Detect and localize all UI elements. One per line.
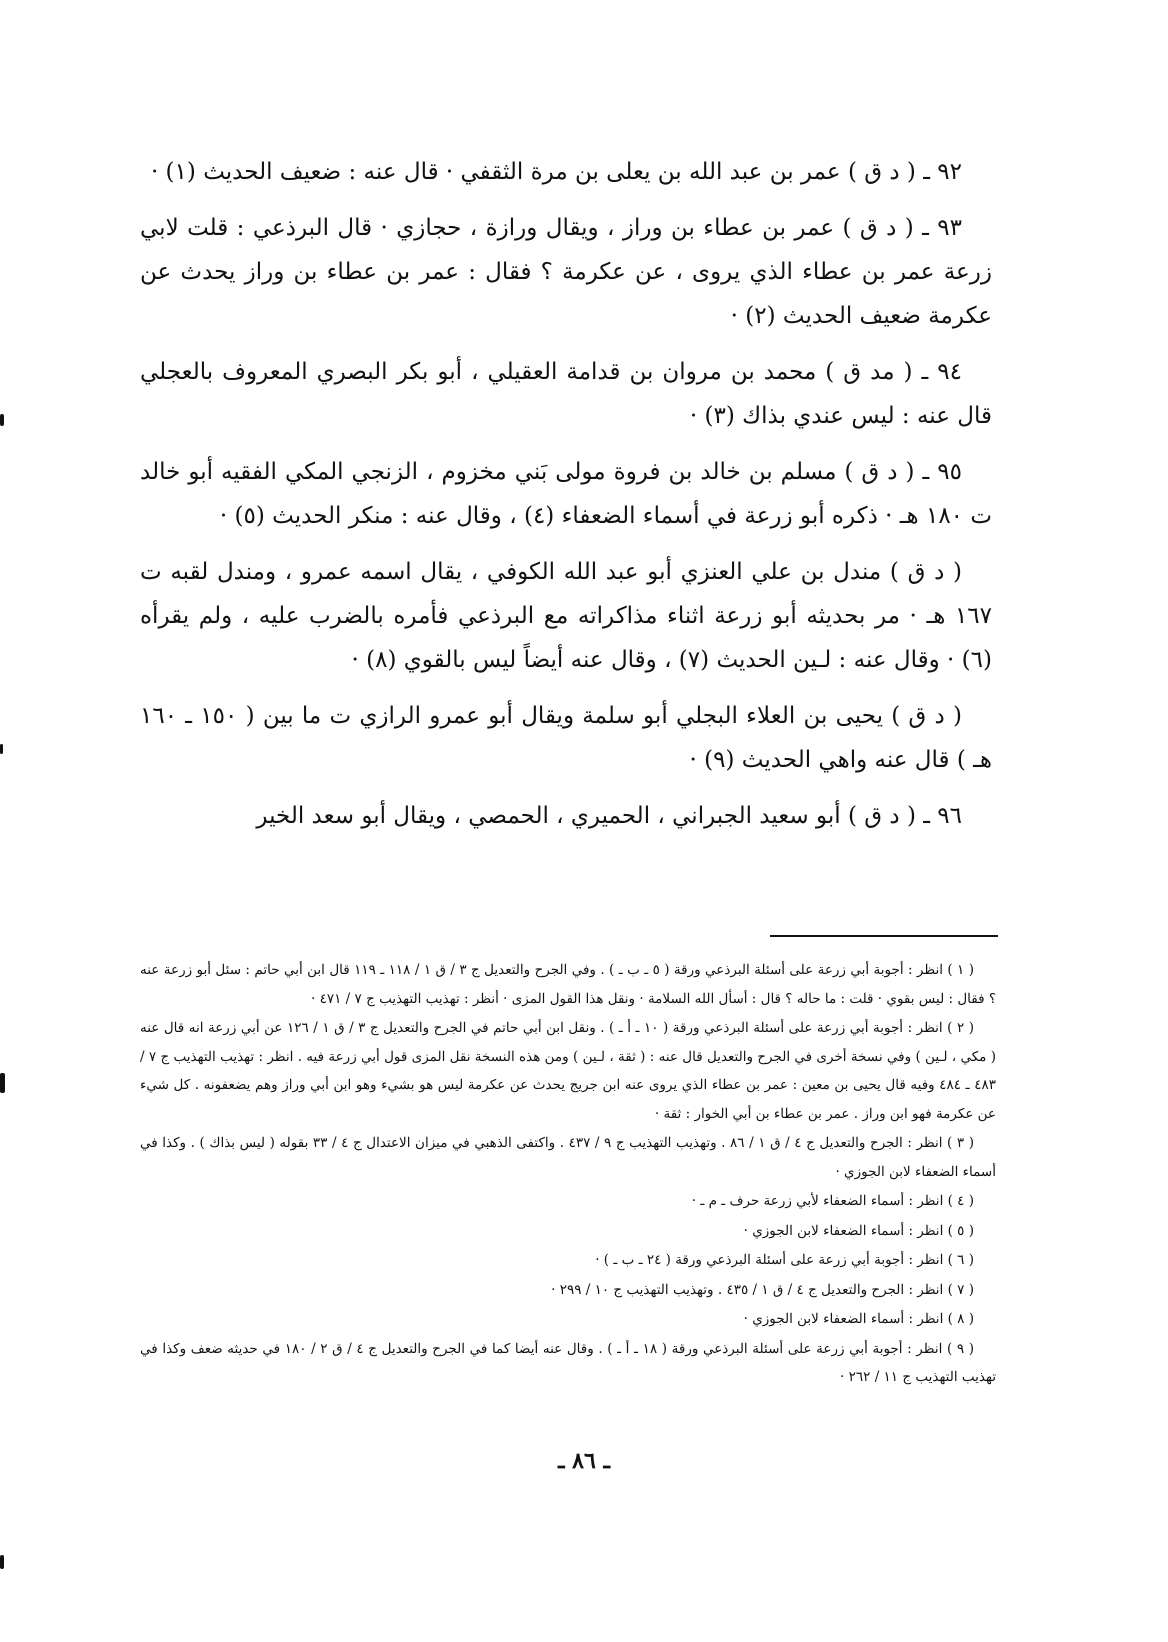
footnote-6: ( ٦ ) انظر : أجوبة أبي زرعة على أسئلة البرذعي ورقة ( ٢٤ ـ ب ـ ) ·	[595, 1252, 974, 1268]
entry-94: ٩٤ ـ ( مد ق ) محمد بن مروان بن قدامة العقيلي ، أبو بكر البصري المعروف بالعجلي قال عنه : ليس عندي بذاك (٣) ·	[140, 359, 992, 429]
footnote-9: ( ٩ ) انظر : أجوبة أبي زرعة على أسئلة البرذعي ورقة ( ١٨ ـ أ ـ ) . وقال عنه أيضا كما في الجرح والتعديل ج ٤ / ق ٢ / ١٨٠ في حديثه ضعف وكذا في تهذيب التهذيب ج ١١ / ٢٦٢ ·	[140, 1340, 996, 1385]
footnote-5: ( ٥ ) انظر : أسماء الضعفاء لابن الجوزي ·	[743, 1222, 974, 1239]
scan-edge-mark	[0, 744, 3, 754]
entry-mandal: ( د ق ) مندل بن علي العنزي أبو عبد الله الكوفي ، يقال اسمه عمرو ، ومندل لقبه ت ١٦٧ هـ · مر بحديثه أبو زرعة اثناء مذاكراته مع البرذعي فأمره بالضرب عليه ، ولم يقرأه (٦) · وقال عنه : لـين الحديث (٧) ، وقال عنه أيضاً ليس بالقوي (٨) ·	[140, 559, 992, 673]
scan-edge-mark	[0, 1073, 5, 1093]
footnote-3: ( ٣ ) انظر : الجرح والتعديل ج ٤ / ق ١ / ٨٦ . وتهذيب التهذيب ج ٩ / ٤٣٧ . واكتفى الذهبي في ميزان الاعتدال ج ٤ / ٣٣ بقوله ( ليس بذاك ) . وكذا في أسماء الضعفاء لابن الجوزي ·	[140, 1135, 996, 1180]
entry-93: ٩٣ ـ ( د ق ) عمر بن عطاء بن وراز ، ويقال ورازة ، حجازي · قال البرذعي : قلت لابي زرعة عمر بن عطاء الذي يروى ، عن عكرمة ؟ فقال : عمر بن عطاء بن وراز يحدث عن عكرمة ضعيف الحديث (٢) ·	[140, 215, 992, 329]
main-text	[140, 150, 992, 850]
footnotes	[140, 956, 996, 1393]
footnote-2: ( ٢ ) انظر : أجوبة أبي زرعة على أسئلة البرذعي ورقة ( ١٠ ـ أ ـ ) . ونقل ابن أبي حاتم في الجرح والتعديل ج ٣ / ق ١ / ١٢٦ عن أبي زرعة انه قال عنه ( مكي ، لـين ) وفي نسخة أخرى في الجرح والتعديل قال عنه : ( ثقة ، لـين ) ومن هذه النسخة نقل المزى قول أبي زرعة فيه . انظر : تهذيب التهذيب ج ٧ / ٤٨٣ ـ ٤٨٤ وفيه قال يحيى بن معين : عمر بن عطاء الذي يروى عنه ابن جريج يحدث عن عكرمة ليس هو بشيء وهو ابن أبي وراز وهم يضعفونه . كل شيء عن عكرمة فهو ابن وراز . عمر بن عطاء بن أبي الخوار : ثقة ·	[140, 1020, 996, 1122]
footnote-8: ( ٨ ) انظر : أسماء الضعفاء لابن الجوزي ·	[743, 1311, 974, 1327]
entry-96: ٩٦ ـ ( د ق ) أبو سعيد الجبراني ، الحميري ، الحمصي ، ويقال أبو سعد الخير	[256, 803, 962, 829]
footnote-separator	[770, 935, 998, 937]
footnote-7: ( ٧ ) انظر : الجرح والتعديل ج ٤ / ق ١ / ٤٣٥ . وتهذيب التهذيب ج ١٠ / ٢٩٩ ·	[551, 1281, 974, 1298]
page-number: ـ ٨٦ ـ	[558, 1448, 610, 1474]
scan-edge-mark	[0, 1555, 4, 1569]
entry-yahya: ( د ق ) يحيى بن العلاء البجلي أبو سلمة ويقال أبو عمرو الرازي ت ما بين ( ١٥٠ ـ ١٦٠ هـ ) قال عنه واهي الحديث (٩) ·	[140, 703, 992, 773]
footnote-1: ( ١ ) انظر : أجوبة أبي زرعة على أسئلة البرذعي ورقة ( ٥ ـ ب ـ ) . وفي الجرح والتعديل ج ٣ / ق ١ / ١١٨ ـ ١١٩ قال ابن أبي حاتم : سئل أبو زرعة عنه ؟ فقال : ليس بقوي · قلت : ما حاله ؟ قال : أسأل الله السلامة · ونقل هذا القول المزى · أنظر : تهذيب التهذيب ج ٧ / ٤٧١ ·	[140, 962, 996, 1007]
scan-edge-mark	[0, 414, 4, 426]
footnote-4: ( ٤ ) انظر : أسماء الضعفاء لأبي زرعة حرف ـ م ـ ·	[691, 1193, 974, 1209]
entry-95: ٩٥ ـ ( د ق ) مسلم بن خالد بن فروة مولى بَني مخزوم ، الزنجي المكي الفقيه أبو خالد ت ١٨٠ هـ · ذكره أبو زرعة في أسماء الضعفاء (٤) ، وقال عنه : منكر الحديث (٥) ·	[140, 459, 992, 529]
entry-92: ٩٢ ـ ( د ق ) عمر بن عبد الله بن يعلى بن مرة الثقفي · قال عنه : ضعيف الحديث (١) ·	[150, 159, 962, 185]
